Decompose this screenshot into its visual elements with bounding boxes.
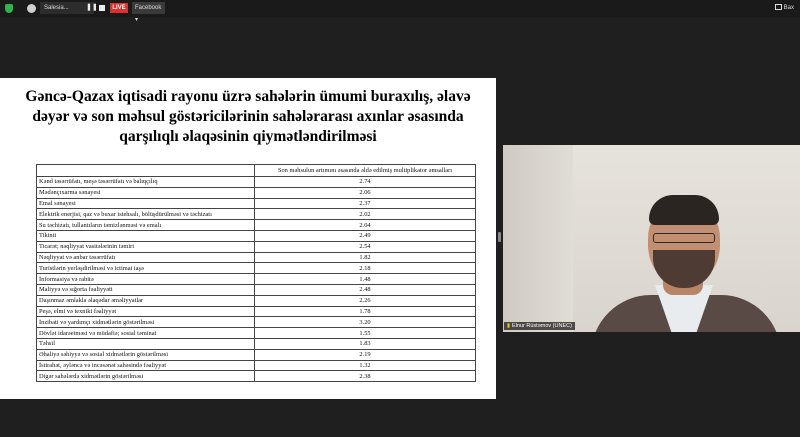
grid-view-icon (775, 4, 782, 10)
participant-name-label (504, 322, 575, 330)
table-row (37, 295, 476, 306)
table-row (37, 220, 476, 231)
multiplier-cell: 1.82 (255, 252, 476, 263)
table-row (37, 306, 476, 317)
multiplier-cell: 2.38 (255, 371, 476, 382)
sector-cell: Mədənçıxarma sənayesi (37, 187, 255, 198)
table-header-label: Son məhsulun artımını əsasında əldə edilmiş multiplikator əmsalları (255, 165, 476, 177)
meeting-logo-icon (27, 4, 36, 13)
multiplier-cell: 1.83 (255, 338, 476, 349)
table-row (37, 198, 476, 209)
participant-glasses (653, 233, 715, 243)
stream-platform-label: Facebook (135, 5, 162, 11)
table-row (37, 263, 476, 274)
table-header-empty (37, 165, 255, 177)
stream-platform-select[interactable]: Facebook ▾ (132, 2, 165, 14)
table-row (37, 360, 476, 371)
table-row (37, 328, 476, 339)
table-body (37, 177, 476, 382)
sector-cell: Daşınmaz əmlakla əlaqədar əməliyyatlar (37, 295, 255, 306)
sector-cell: Turistlərin yerləşdirilməsi və ictimai iaşə (37, 263, 255, 274)
signal-icon: ▮ (507, 323, 511, 329)
multiplier-cell: 2.49 (255, 230, 476, 241)
sector-cell: Əhaliyə səhiyyə və sosial xidmətlərin göstərilməsi (37, 349, 255, 360)
multiplier-cell: 3.20 (255, 317, 476, 328)
sector-cell: Təhsil (37, 338, 255, 349)
table-row (37, 371, 476, 382)
sector-cell: Peşə, elmi və texniki fəaliyyət (37, 306, 255, 317)
participant-name: Elnur Rüstəmov (UNEC) (512, 323, 572, 329)
multiplier-cell: 2.48 (255, 284, 476, 295)
sector-cell: Ticarət; nəqliyyat vasitələrinin təmiri (37, 241, 255, 252)
sector-cell: İnformasiya və rabitə (37, 274, 255, 285)
table-row (37, 209, 476, 220)
view-label: Bax (783, 5, 794, 11)
multiplier-cell: 2.04 (255, 220, 476, 231)
multiplier-cell: 2.18 (255, 263, 476, 274)
multiplier-cell: 1.55 (255, 328, 476, 339)
sector-cell: Kənd təsərrüfatı, meşə təsərrüfatı və balıqçılıq (37, 177, 255, 188)
shield-icon[interactable] (5, 4, 13, 13)
table-row (37, 252, 476, 263)
table-row (37, 317, 476, 328)
sector-cell: Elektrik enerjisi, qaz və buxar istehsalı, bölüşdürülməsi və təchizatı (37, 209, 255, 220)
table-row (37, 349, 476, 360)
multiplier-table (36, 164, 476, 382)
table-row (37, 338, 476, 349)
sector-cell: İnzibati və yardımçı xidmətlərin göstərilməsi (37, 317, 255, 328)
meeting-toolbar (0, 0, 800, 23)
resize-handle[interactable] (498, 232, 501, 242)
multiplier-cell: 1.78 (255, 306, 476, 317)
sector-cell: Dövlət idarəetməsi və müdafiə; sosial təminat (37, 328, 255, 339)
table-row (37, 241, 476, 252)
sector-cell: Emal sənayesi (37, 198, 255, 209)
shared-slide (0, 78, 496, 399)
sector-cell: Tikinti (37, 230, 255, 241)
multiplier-cell: 2.74 (255, 177, 476, 188)
table-row (37, 187, 476, 198)
sector-cell: Su təchizatı, tullantıların təmizlənməsi və emalı (37, 220, 255, 231)
slide-title: Gəncə-Qazax iqtisadi rayonu üzrə sahələrin ümumi buraxılış, əlavə dəyər və son məhsul göstəricilərinin sahələrarası axınlar əsasında qarşılıqlı əlaqəsinin qiymətləndirilməsi (25, 88, 471, 145)
multiplier-cell: 2.19 (255, 349, 476, 360)
view-button[interactable] (775, 2, 794, 14)
multiplier-cell: 2.37 (255, 198, 476, 209)
multiplier-cell: 2.02 (255, 209, 476, 220)
multiplier-cell: 1.48 (255, 274, 476, 285)
video-background (503, 145, 573, 332)
table-row (37, 230, 476, 241)
multiplier-cell: 2.54 (255, 241, 476, 252)
table-row (37, 284, 476, 295)
multiplier-cell: 1.32 (255, 360, 476, 371)
stop-icon[interactable] (99, 5, 105, 11)
sector-cell: Digər sahələrdə xidmətlərin göstərilməsi (37, 371, 255, 382)
sector-cell: Maliyyə və sığorta fəaliyyəti (37, 284, 255, 295)
participant-video[interactable] (503, 145, 800, 332)
participant-hair (649, 195, 719, 225)
multiplier-cell: 2.26 (255, 295, 476, 306)
table-row (37, 274, 476, 285)
table-header-row (37, 165, 476, 177)
pause-icon[interactable]: ❚❚ (86, 4, 98, 11)
sector-cell: İstirahət, əyləncə və incəsənət sahəsində fəaliyyət (37, 360, 255, 371)
sector-cell: Nəqliyyat və anbar təsərrüfatı (37, 252, 255, 263)
table-row (37, 177, 476, 188)
meeting-name[interactable]: Salesia... (40, 2, 94, 14)
multiplier-cell: 2.06 (255, 187, 476, 198)
live-badge[interactable]: LIVE (110, 3, 128, 13)
